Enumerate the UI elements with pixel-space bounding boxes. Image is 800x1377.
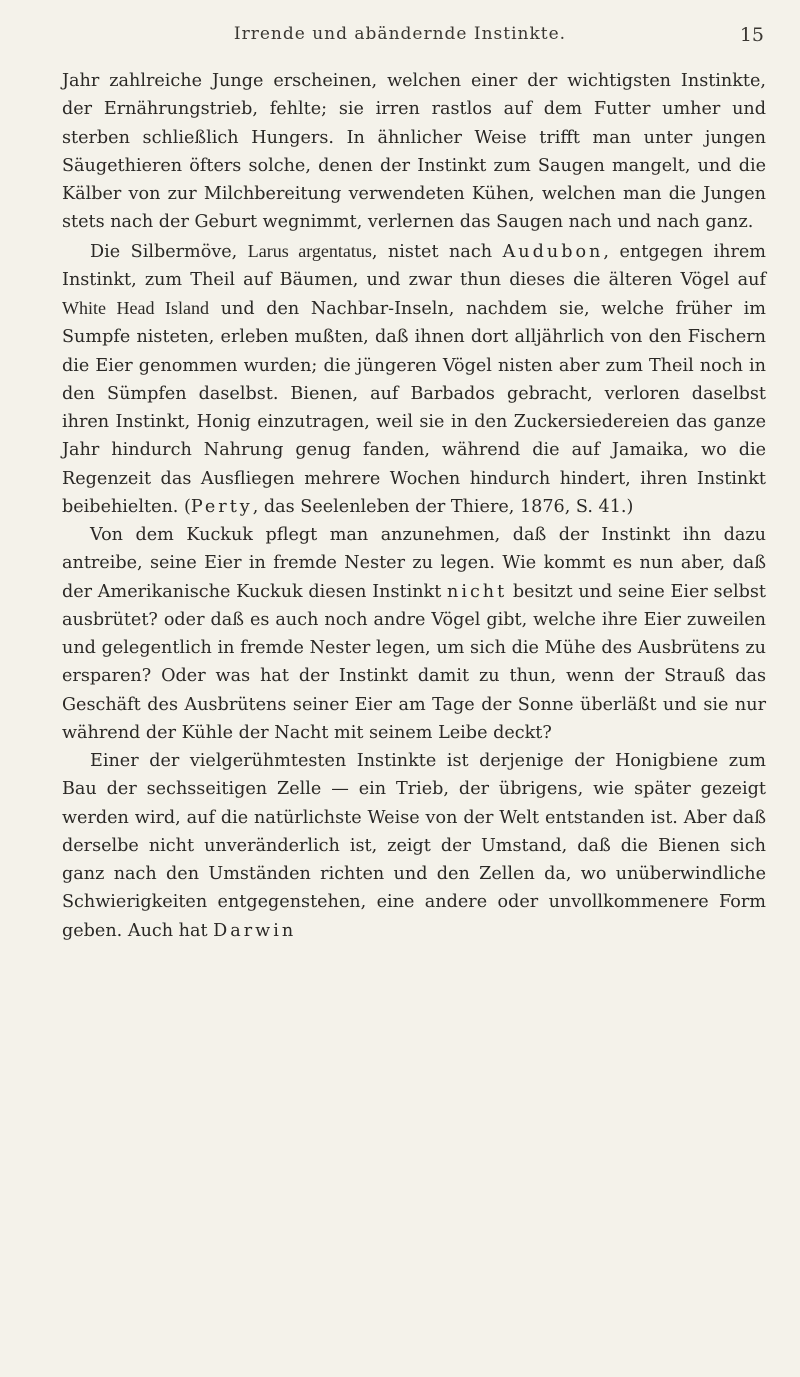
- running-head: [0, 24, 800, 54]
- author-audubon: Audubon: [502, 241, 604, 262]
- paragraph-3: [62, 521, 766, 747]
- p3-text-b: besitzt und seine Eier selbst ausbrütet? oder daß es auch noch andre Vögel gibt, welche ihre Eier zuweilen und gelegentlich in fremde Nester legen, um sich die Mühe des Ausbrütens zu ersparen? Oder was hat der Instinkt damit zu thun, wenn der Strauß das Geschäft des Ausbrütens seiner Eier am Tage der Sonne überläßt und sie nur während der Kühle der Nacht mit seinem Leibe deckt?: [62, 581, 766, 743]
- p4-text-a: Einer der vielgerühmtesten Instinkte ist derjenige der Honigbiene zum Bau der sechsseitigen Zelle — ein Trieb, der übrigens, wie später gezeigt werden wird, auf die natürlichste Weise von der Welt entstanden ist. Aber daß derselbe nicht unveränderlich ist, zeigt der Umstand, daß die Bienen sich ganz nach den Umständen richten und den Zellen da, wo unüberwindliche Schwierigkeiten entgegenstehen, eine andere oder unvollkommenere Form geben. Auch hat: [62, 751, 766, 941]
- p2-text-a: Die Silbermöve,: [90, 241, 248, 262]
- running-title: Irrende und abändernde Instinkte.: [233, 24, 567, 44]
- p2-text-b: , nistet nach: [371, 241, 503, 262]
- p2-text-c: , entgegen ihrem Instinkt, zum Theil auf Bäumen, und zwar thun dieses die älteren Vögel auf: [62, 241, 766, 290]
- page-number: 15: [739, 24, 764, 46]
- species-name: Larus argentatus: [247, 240, 372, 261]
- text-body: [62, 67, 766, 945]
- paragraph-4: [62, 747, 766, 945]
- place-name: White Head Island: [62, 298, 210, 318]
- emphasis-nicht: nicht: [446, 581, 508, 602]
- author-perty: Perty: [190, 496, 253, 517]
- p2-text-d: und den Nachbar-Inseln, nachdem sie, welche früher im Sumpfe nisteten, erleben mußten, daß ihnen dort alljährlich von den Fischern die Eier genommen wurden; die jüngeren Vögel nisten aber zum Theil noch in den Sümpfen daselbst. Bienen, auf Barbados gebracht, verloren daselbst ihren Instinkt, Honig einzutragen, weil sie in den Zuckersiedereien das ganze Jahr hindurch Nahrung genug fanden, während die auf Jamaika, wo die Regenzeit das Ausfliegen mehrere Wochen hindurch hindert, ihren Instinkt beibehielten. (: [62, 299, 766, 517]
- author-darwin: Darwin: [213, 920, 297, 941]
- p3-text-a: Von dem Kuckuk pflegt man anzunehmen, daß der Instinkt ihn dazu antreibe, seine Eier in fremde Nester zu legen. Wie kommt es nun aber, daß der Amerikanische Kuckuk diesen Instinkt: [62, 525, 766, 602]
- paragraph-2: [62, 237, 766, 522]
- p2-text-e: , das Seelenleben der Thiere, 1876, S. 41.): [252, 496, 634, 517]
- paragraph-1: Jahr zahlreiche Junge erscheinen, welchen einer der wichtigsten Instinkte, der Ernährungstrieb, fehlte; sie irren rastlos auf dem Futter umher und sterben schließlich Hungers. In ähnlicher Weise trifft man unter jungen Säugethieren öfters solche, denen der Instinkt zum Saugen mangelt, und die Kälber von zur Milchbereitung verwendeten Kühen, welchen man die Jungen stets nach der Geburt wegnimmt, verlernen das Saugen nach und nach ganz.: [62, 71, 766, 233]
